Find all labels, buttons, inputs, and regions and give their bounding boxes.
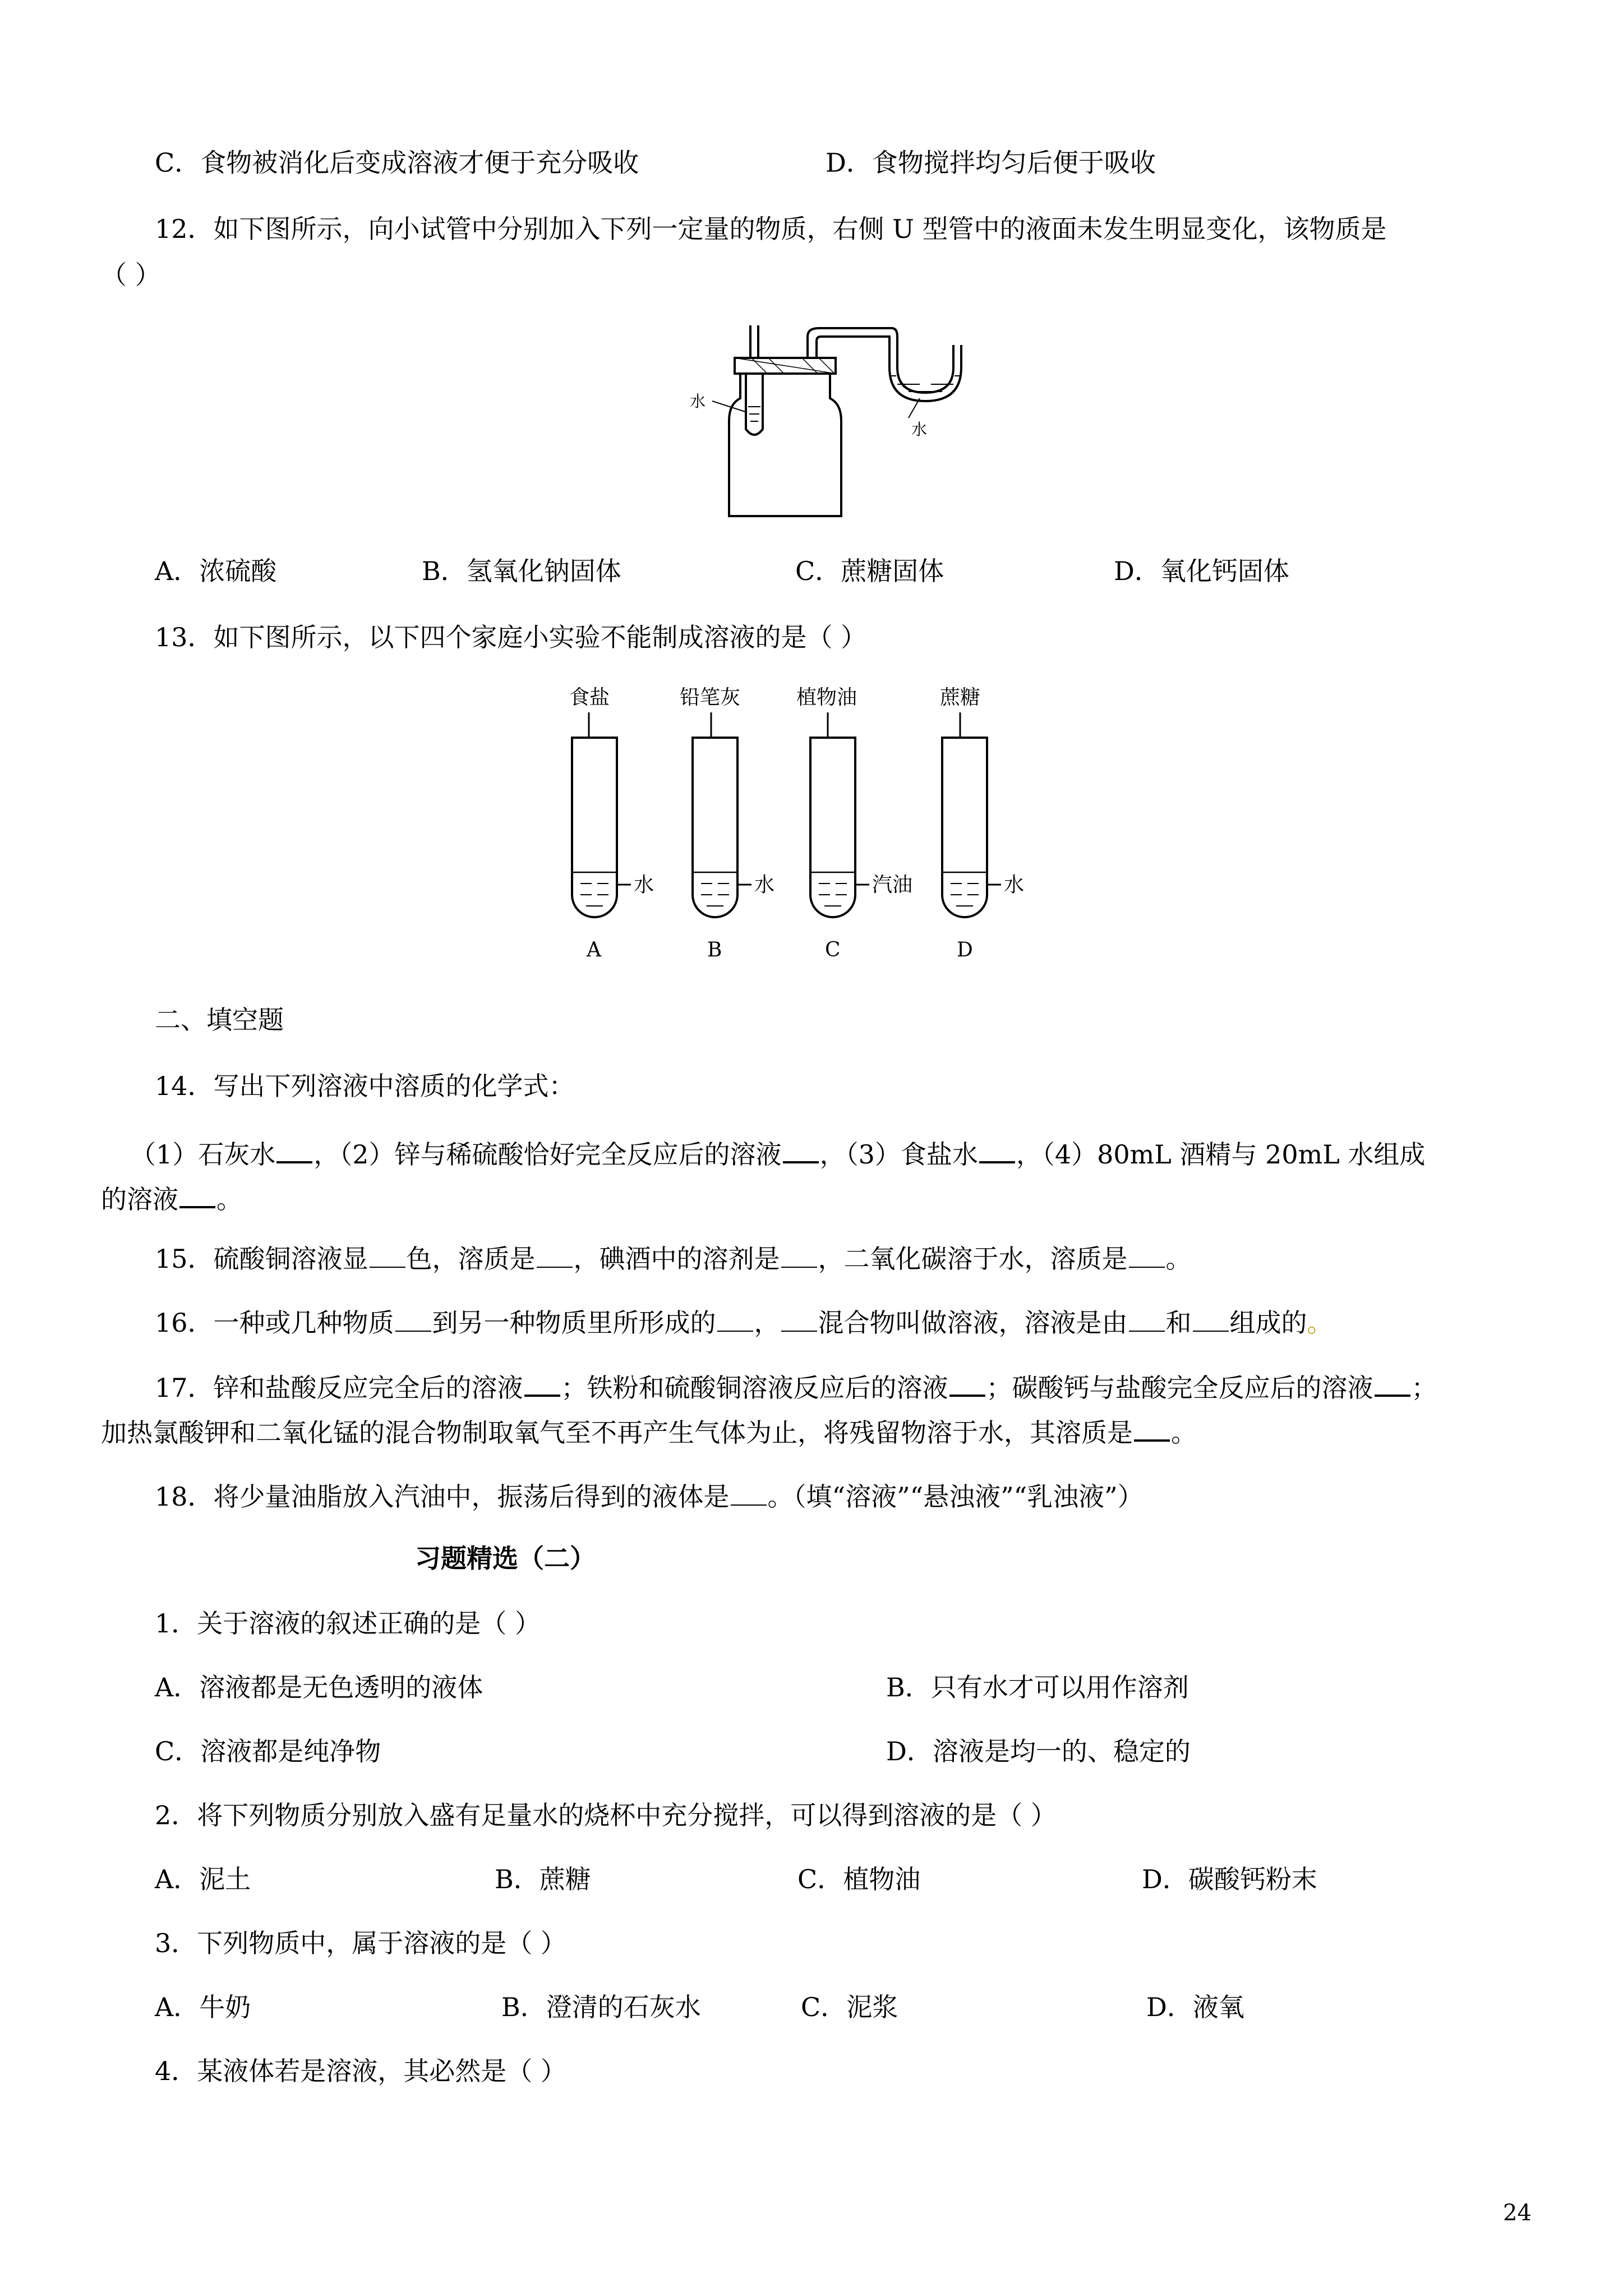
section-exercises-2-title: 习题精选（二） (415, 1543, 596, 1573)
page-number: 24 (1503, 2200, 1532, 2226)
tube-b-top-label: 铅笔灰 (680, 686, 741, 709)
q17-line2: 加热氯酸钾和二氧化锰的混合物制取氧气至不再产生气体为止，将残留物溶于水，其溶质是 。 (101, 1414, 1197, 1450)
q12-option-a: A．浓硫酸 (155, 556, 277, 586)
tube-b-letter: B (707, 938, 722, 961)
p4-stem: 4．某液体若是溶液，其必然是（ ） (155, 2056, 566, 2086)
tube-d (940, 686, 1024, 961)
p2-option-b: B．蔗糖 (495, 1864, 591, 1894)
p3-stem: 3．下列物质中，属于溶液的是（ ） (155, 1928, 566, 1958)
tube-c-side-label: 汽油 (872, 873, 913, 896)
q12-apparatus-diagram (673, 314, 987, 527)
q17-line1: 17．锌和盐酸反应完全后的溶液 ；铁粉和硫酸铜溶液反应后的溶液 ；碳酸钙与盐酸完全反应后的溶液 ； (155, 1369, 1437, 1405)
p2-stem: 2．将下列物质分别放入盛有足量水的烧杯中充分搅拌，可以得到溶液的是（ ） (155, 1800, 1057, 1830)
q14-line2: 的溶液 。 (101, 1180, 242, 1216)
tube-b (680, 686, 774, 961)
label-water-right: 水 (911, 420, 928, 439)
q14-blank-3 (979, 1135, 1015, 1163)
q12-stem-bracket: （ ） (101, 260, 161, 290)
q14-line1: （1）石灰水 ，（2）锌与稀硫酸恰好完全反应后的溶液 ，（3）食盐水 ，（4）80mL 酒精与 20mL 水组成 (130, 1135, 1425, 1171)
p1-option-c: C．溶液都是纯净物 (155, 1736, 381, 1766)
tube-b-side-label: 水 (754, 873, 775, 896)
label-water-left: 水 (690, 392, 706, 411)
p2-option-a: A．泥土 (155, 1864, 251, 1894)
q18: 18．将少量油脂放入汽油中，振荡后得到的液体是 。（填“溶液”“悬浊液”“乳浊液”） (155, 1479, 1144, 1513)
p3-option-b: B．澄清的石灰水 (501, 1992, 701, 2022)
tube-a-letter: A (587, 938, 601, 961)
tube-c (796, 686, 912, 961)
q13-test-tubes-diagram (550, 682, 1066, 968)
p1-option-d: D．溶液是均一的、稳定的 (886, 1736, 1191, 1766)
tube-a (569, 686, 654, 961)
q16: 16．一种或几种物质 到另一种物质里所形成的 ， 混合物叫做溶液，溶液是由 和 组成的。 (155, 1305, 1333, 1340)
tube-a-side-label: 水 (634, 873, 654, 896)
tube-d-top-label: 蔗糖 (940, 686, 981, 709)
q14-blank-1 (276, 1135, 312, 1163)
q11-option-c: C．食物被消化后变成溶液才便于充分吸收 (155, 148, 639, 178)
p2-option-c: C．植物油 (797, 1864, 921, 1894)
p3-option-d: D．液氧 (1146, 1992, 1244, 2022)
p3-option-a: A．牛奶 (155, 1992, 251, 2022)
tube-c-top-label: 植物油 (796, 686, 857, 709)
q12-stem: 12．如下图所示，向小试管中分别加入下列一定量的物质，右侧 U 型管中的液面未发生明显变化，该物质是 (155, 214, 1387, 244)
p2-option-d: D．碳酸钙粉末 (1142, 1864, 1317, 1894)
q12-option-d: D．氧化钙固体 (1114, 556, 1289, 586)
small-test-tube (746, 374, 763, 435)
q15: 15．硫酸铜溶液显 色，溶质是 ，碘酒中的溶剂是 ，二氧化碳溶于水，溶质是 。 (155, 1241, 1192, 1276)
q14-stem: 14．写出下列溶液中溶质的化学式： (155, 1071, 575, 1101)
p1-option-b: B．只有水才可以用作溶剂 (886, 1672, 1189, 1703)
tube-a-top-label: 食盐 (569, 686, 610, 709)
p3-option-c: C．泥浆 (801, 1992, 898, 2022)
q14-blank-2 (783, 1135, 819, 1163)
tube-c-letter: C (825, 938, 841, 961)
tube-d-side-label: 水 (1004, 873, 1025, 896)
p1-stem: 1．关于溶液的叙述正确的是（ ） (155, 1608, 541, 1639)
section-fill-in-title: 二、填空题 (155, 1005, 284, 1035)
q11-option-d: D．食物搅拌均匀后便于吸收 (826, 148, 1156, 178)
tube-d-letter: D (957, 938, 973, 961)
q12-option-c: C．蔗糖固体 (795, 556, 944, 586)
q13-stem: 13．如下图所示，以下四个家庭小实验不能制成溶液的是（ ） (155, 622, 867, 652)
q14-blank-4 (179, 1180, 215, 1208)
p1-option-a: A．溶液都是无色透明的液体 (155, 1672, 483, 1703)
q12-option-b: B．氢氧化钠固体 (422, 556, 621, 586)
